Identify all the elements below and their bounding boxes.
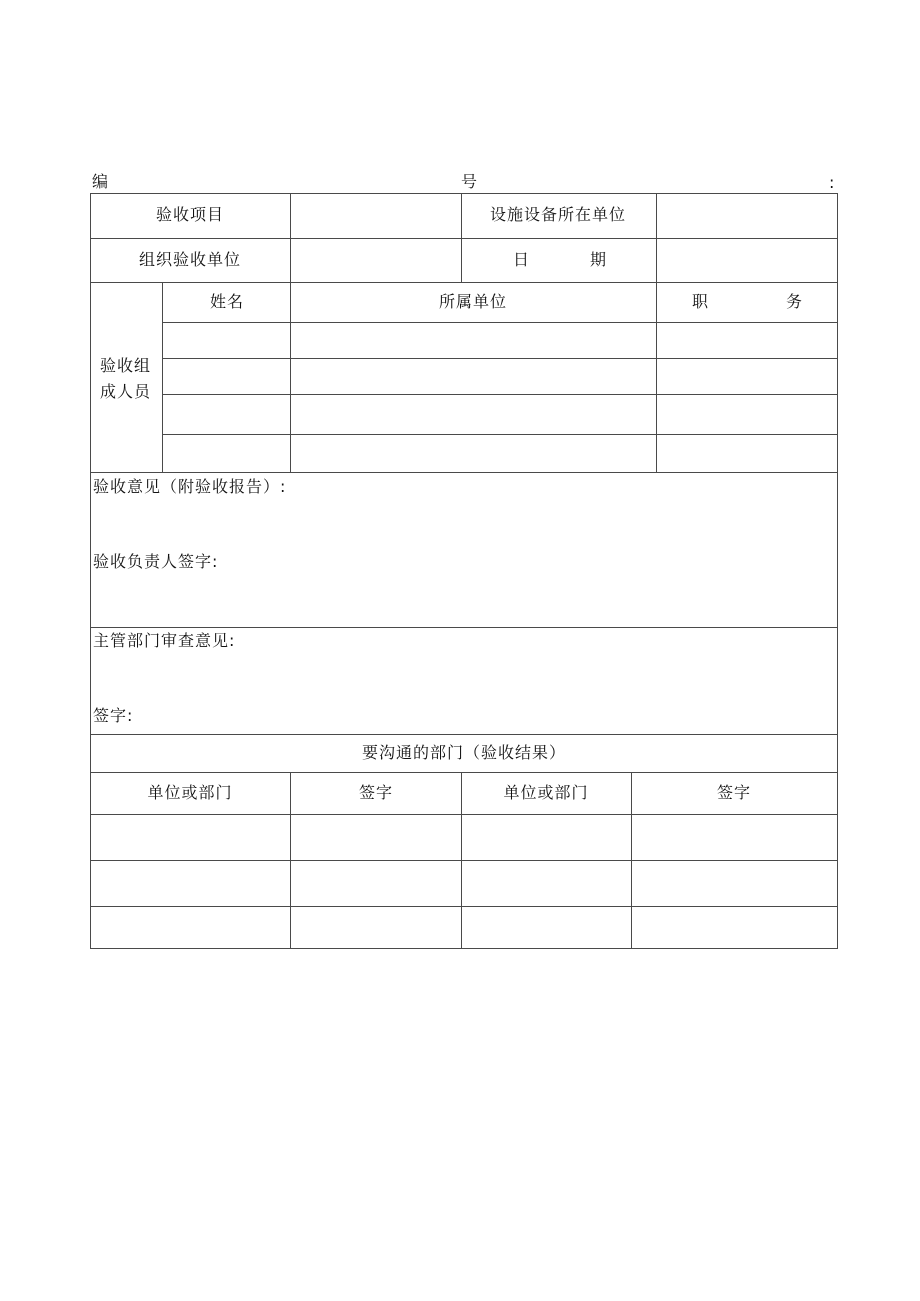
dept-sign-cell[interactable] [292, 862, 460, 905]
acceptance-opinion-label: 验收意见（附验收报告）: [93, 477, 287, 496]
member-unit-cell[interactable] [292, 396, 655, 433]
member-position-cell[interactable] [658, 436, 836, 471]
member-position-cell[interactable] [658, 324, 836, 357]
member-name-cell[interactable] [164, 360, 289, 393]
dept-unit-cell[interactable] [463, 862, 630, 905]
dept-sign-cell[interactable] [292, 908, 460, 947]
member-name-cell[interactable] [164, 324, 289, 357]
dept-unit-cell[interactable] [92, 862, 289, 905]
dept-sign-cell[interactable] [633, 862, 836, 905]
facility-unit-value-cell[interactable] [658, 195, 836, 237]
unit-header: 所属单位 [438, 292, 508, 311]
position-header-left: 职 [692, 292, 710, 311]
review-opinion-label: 主管部门审查意见: [93, 631, 236, 650]
number-label-mid: 号 [461, 172, 479, 191]
member-unit-cell[interactable] [292, 324, 655, 357]
dept-sign-cell[interactable] [633, 816, 836, 859]
communication-title: 要沟通的部门（验收结果） [361, 743, 567, 762]
project-label: 验收项目 [155, 205, 225, 224]
member-position-cell[interactable] [658, 396, 836, 433]
org-unit-value-cell[interactable] [292, 240, 459, 281]
member-name-cell[interactable] [164, 436, 289, 471]
facility-unit-label: 设施设备所在单位 [489, 205, 627, 224]
members-label-line2: 成人员 [100, 382, 152, 401]
member-position-cell[interactable] [658, 360, 836, 393]
col-sign-header-2: 签字 [716, 783, 752, 802]
name-header: 姓名 [209, 292, 245, 311]
dept-sign-cell[interactable] [292, 816, 460, 859]
members-label-line1: 验收组 [100, 356, 152, 375]
acceptance-opinion-area[interactable] [92, 500, 836, 624]
date-label-right: 期 [590, 250, 608, 269]
member-unit-cell[interactable] [292, 436, 655, 471]
date-label-left: 日 [513, 250, 531, 269]
dept-sign-cell[interactable] [633, 908, 836, 947]
date-value-cell[interactable] [658, 240, 836, 281]
col-unit-header-2: 单位或部门 [503, 783, 589, 802]
dept-unit-cell[interactable] [463, 908, 630, 947]
col-sign-header-1: 签字 [358, 783, 394, 802]
acceptance-signature-label: 验收负责人签字: [93, 552, 219, 571]
review-opinion-area[interactable] [92, 654, 836, 732]
col-unit-header-1: 单位或部门 [147, 783, 233, 802]
org-unit-label: 组织验收单位 [138, 250, 242, 269]
member-name-cell[interactable] [164, 396, 289, 433]
dept-unit-cell[interactable] [92, 816, 289, 859]
member-unit-cell[interactable] [292, 360, 655, 393]
dept-unit-cell[interactable] [463, 816, 630, 859]
review-signature-label: 签字: [93, 706, 134, 725]
project-value-cell[interactable] [292, 195, 459, 237]
dept-unit-cell[interactable] [92, 908, 289, 947]
number-label-left: 编 [92, 172, 110, 191]
position-header-right: 务 [786, 292, 804, 311]
number-colon: : [829, 173, 836, 192]
